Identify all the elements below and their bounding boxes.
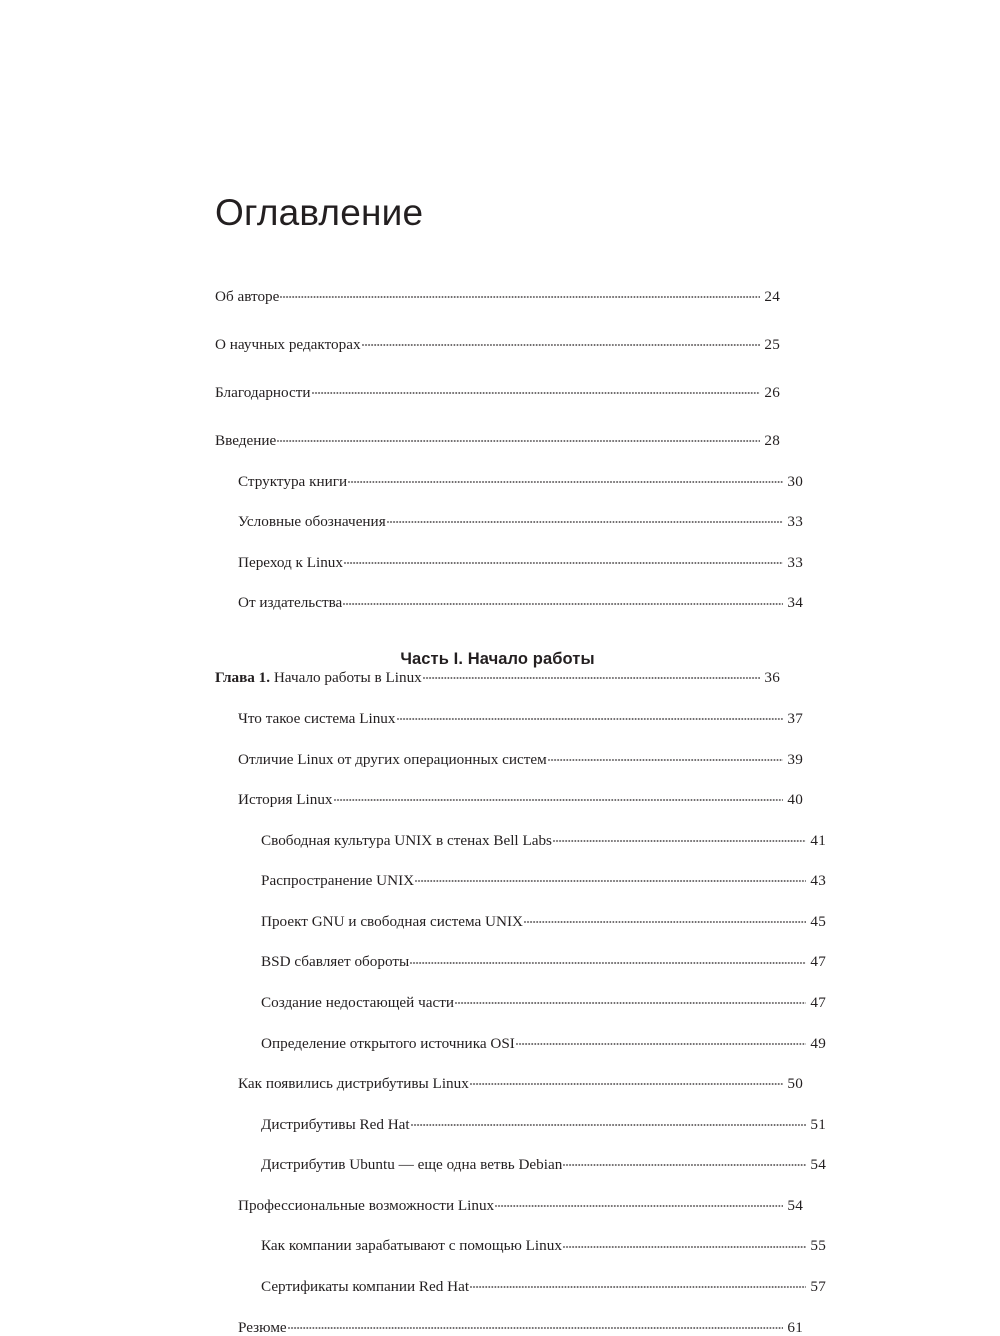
dot-leader — [387, 511, 783, 526]
toc-entry-label: О научных редакторах — [215, 337, 361, 353]
toc-entry[interactable] — [215, 382, 780, 400]
toc-entry[interactable] — [215, 552, 803, 570]
toc-page-number: 61 — [787, 1318, 803, 1336]
toc-entry[interactable] — [215, 992, 826, 1010]
dot-leader — [362, 334, 760, 349]
toc-entry[interactable] — [215, 1235, 826, 1253]
toc-entry[interactable] — [215, 951, 826, 969]
toc-page-number: 49 — [810, 1034, 826, 1052]
dot-leader — [411, 1114, 806, 1129]
dot-leader — [312, 382, 760, 397]
toc-page-number: 55 — [810, 1237, 826, 1255]
toc-entry[interactable] — [215, 1316, 803, 1334]
dot-leader — [548, 748, 783, 763]
toc-page-number: 54 — [810, 1156, 826, 1174]
toc-entry[interactable] — [215, 1032, 826, 1050]
toc-page-number: 30 — [787, 472, 803, 490]
toc-entry-label: Благодарности — [215, 385, 311, 401]
toc-entry-label: Сертификаты компании Red Hat — [261, 1279, 470, 1295]
toc-page-number: 45 — [810, 912, 826, 930]
dot-leader — [348, 471, 783, 486]
chapter-group — [215, 667, 826, 1336]
page-title: Оглавление — [215, 191, 424, 233]
toc-entry[interactable] — [215, 1195, 803, 1213]
toc-page-number: 51 — [810, 1115, 826, 1133]
toc-entry-label: Резюме — [238, 1319, 287, 1335]
toc-page-number: 47 — [810, 953, 826, 971]
toc-page-number: 50 — [787, 1075, 803, 1093]
chapter-title: Начало работы в Linux — [273, 670, 422, 686]
toc-entry[interactable] — [215, 1276, 826, 1294]
toc-page-number: 47 — [810, 993, 826, 1011]
toc-entry[interactable] — [215, 471, 803, 489]
toc-entry[interactable] — [215, 430, 780, 448]
dot-leader — [288, 1316, 783, 1331]
chapter-number: Глава 1. — [215, 670, 274, 686]
toc-entry[interactable] — [215, 748, 803, 766]
dot-leader — [470, 1073, 783, 1088]
toc-entry-label: Введение — [215, 433, 277, 449]
toc-entry-label: История Linux — [238, 792, 333, 808]
toc-entry[interactable] — [215, 1154, 826, 1172]
toc-page-number: 41 — [810, 831, 826, 849]
toc-page-number: 37 — [787, 709, 803, 727]
toc-entry-label: Что такое система Linux — [238, 710, 396, 727]
toc-entry-label: Как появились дистрибутивы Linux — [238, 1076, 469, 1092]
toc-entry-label: От издательства — [238, 595, 343, 611]
toc-entry-label: Отличие Linux от других операционных систем — [238, 751, 547, 767]
toc-page-number: 28 — [764, 432, 780, 450]
toc-entry-label: Об авторе — [215, 289, 280, 305]
dot-leader — [277, 430, 760, 445]
toc-page-number: 54 — [787, 1196, 803, 1214]
toc-entry-label: Переход к Linux — [238, 554, 343, 571]
dot-leader — [563, 1235, 806, 1250]
dot-leader — [455, 992, 806, 1007]
dot-leader — [516, 1032, 806, 1047]
toc-entry[interactable] — [215, 1114, 826, 1132]
toc-page-number: 43 — [810, 872, 826, 890]
dot-leader — [563, 1154, 806, 1169]
dot-leader — [344, 552, 783, 567]
toc-entry[interactable] — [215, 511, 803, 529]
toc-entry[interactable] — [215, 286, 780, 304]
dot-leader — [343, 592, 783, 607]
toc-entry-label: Структура книги — [238, 473, 348, 489]
toc-entry-label: Проект GNU и свободная система UNIX — [261, 913, 523, 930]
toc-page-number: 33 — [787, 553, 803, 571]
toc-page-number: 39 — [787, 750, 803, 768]
dot-leader — [423, 667, 760, 682]
toc-entry-label: Профессиональные возможности Linux — [238, 1197, 495, 1214]
dot-leader — [495, 1195, 783, 1210]
toc-entry[interactable] — [215, 592, 803, 610]
front-matter-group — [215, 286, 803, 612]
dot-leader — [470, 1276, 806, 1291]
toc-entry[interactable] — [215, 870, 826, 888]
toc-entry[interactable] — [215, 789, 803, 807]
toc-entry-label: Определение открытого источника OSI — [261, 1035, 515, 1051]
dot-leader — [524, 911, 806, 926]
toc-entry[interactable] — [215, 911, 826, 929]
toc-entry-label: Дистрибутивы Red Hat — [261, 1116, 410, 1132]
toc-page-number: 40 — [787, 791, 803, 809]
toc-page-number: 36 — [764, 669, 780, 687]
toc-list — [215, 286, 826, 1336]
toc-page-number: 34 — [787, 594, 803, 612]
dot-leader — [553, 829, 806, 844]
toc-entry-label: BSD сбавляет обороты — [261, 954, 410, 970]
toc-entry-label: Дистрибутив Ubuntu — еще одна ветвь Debian — [261, 1157, 563, 1173]
toc-entry[interactable] — [215, 708, 803, 726]
toc-entry-label: Создание недостающей части — [261, 994, 454, 1011]
dot-leader — [334, 789, 783, 804]
toc-entry[interactable] — [215, 334, 780, 352]
toc-page-number: 57 — [810, 1278, 826, 1296]
toc-page-number: 24 — [764, 288, 780, 306]
dot-leader — [410, 951, 806, 966]
toc-page-number: 33 — [787, 513, 803, 531]
toc-entry-label: Свободная культура UNIX в стенах Bell Labs — [261, 832, 552, 848]
toc-page-number: 25 — [764, 336, 780, 354]
dot-leader — [415, 870, 806, 885]
toc-entry-label — [215, 670, 422, 685]
toc-entry[interactable] — [215, 667, 780, 685]
dot-leader — [397, 708, 784, 723]
toc-page-number: 26 — [764, 384, 780, 402]
part-heading: Часть I. Начало работы — [400, 649, 595, 668]
toc-entry[interactable] — [215, 829, 826, 847]
toc-entry[interactable] — [215, 1073, 803, 1091]
toc-entry-label: Как компании зарабатывают с помощью Linux — [261, 1238, 562, 1254]
toc-entry-label: Распространение UNIX — [261, 873, 415, 889]
toc-entry-label: Условные обозначения — [238, 514, 386, 530]
dot-leader — [280, 286, 760, 301]
